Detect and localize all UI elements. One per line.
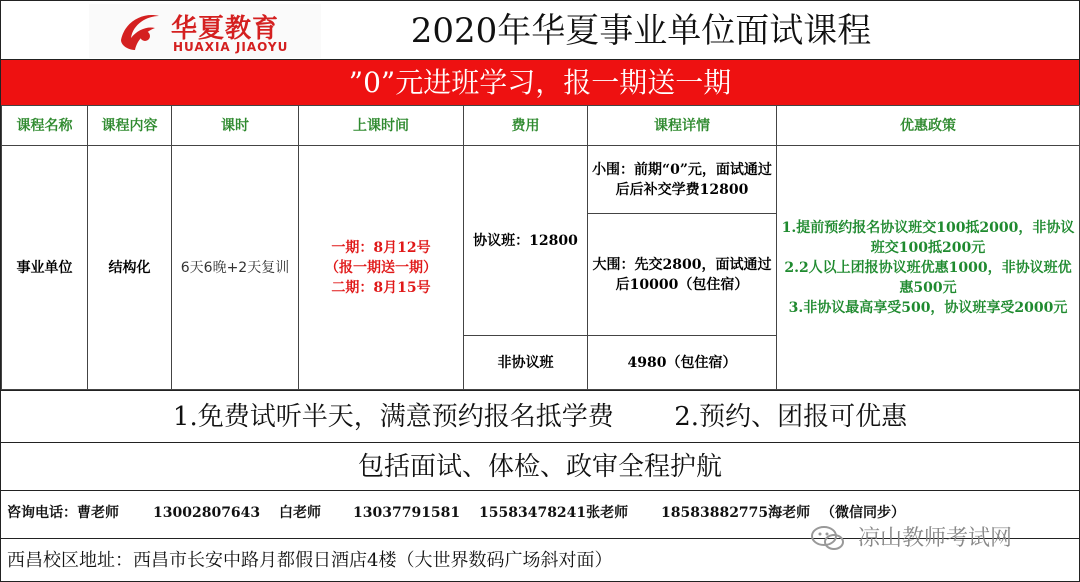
cell-fee-non-agreement: 非协议班	[464, 336, 588, 390]
cell-detail-non-agreement: 4980（包住宿）	[588, 336, 777, 390]
schedule-line-3: 二期：8月15号	[331, 279, 431, 296]
watermark	[811, 521, 1012, 557]
title-row	[1, 1, 1079, 60]
address-text: 西昌校区地址：西昌市长安中路月都假日酒店4楼（大世界数码广场斜对面）	[7, 550, 613, 571]
logo-chinese-name: 华夏教育	[171, 14, 280, 44]
cell-schedule	[299, 146, 464, 390]
contact-label: 咨询电话：曹老师	[7, 505, 119, 521]
schedule-line-1: 一期：8月12号	[331, 239, 431, 256]
header-hours: 课时	[172, 106, 299, 146]
policy-item: 3.非协议最高享受500，协议班享受2000元	[788, 299, 1068, 316]
promo-line-2: 包括面试、体检、政审全程护航	[1, 442, 1079, 491]
cell-policies	[777, 146, 1080, 390]
watermark-text: 凉山教师考试网	[858, 526, 1013, 551]
brand-logo	[89, 4, 321, 58]
cell-fee-agreement: 协议班：12800	[464, 146, 588, 336]
header-policy: 优惠政策	[777, 106, 1080, 146]
cell-detail-large: 大围：先交2800，面试通过后10000（包住宿）	[588, 214, 777, 336]
contact-name-2: 白老师	[279, 505, 321, 521]
logo-english-name: HUAXIA JIAOYU	[173, 40, 289, 54]
cell-course-name: 事业单位	[2, 146, 88, 390]
header-course-content: 课程内容	[88, 106, 172, 146]
cell-course-content: 结构化	[88, 146, 172, 390]
table-header-row	[2, 106, 1080, 146]
wechat-icon	[811, 525, 845, 553]
header-fee: 费用	[464, 106, 588, 146]
promo-discount: 2.预约、团报可优惠	[674, 402, 908, 432]
policy-item: 2.2人以上团报协议班优惠1000，非协议班优惠500元	[784, 259, 1072, 296]
promo-line-1	[1, 390, 1079, 443]
header-course-name: 课程名称	[2, 106, 88, 146]
header-schedule: 上课时间	[299, 106, 464, 146]
contact-phone-1: 13002807643	[153, 505, 261, 521]
cell-hours: 6天6晚+2天复训	[172, 146, 299, 390]
contact-phone-4: 18583882775海老师	[661, 505, 811, 521]
course-table	[1, 105, 1080, 390]
cell-detail-small: 小围：前期“0”元，面试通过后后补交学费12800	[588, 146, 777, 214]
page-title: 2020年华夏事业单位面试课程	[410, 11, 872, 51]
contact-phone-3: 15583478241张老师	[479, 505, 629, 521]
contact-note: （微信同步）	[821, 505, 905, 521]
table-row	[2, 146, 1080, 214]
contact-phone-2: 13037791581	[353, 505, 461, 521]
promo-banner: ”0”元进班学习，报一期送一期	[1, 60, 1079, 105]
header-details: 课程详情	[588, 106, 777, 146]
promo-free-trial: 1.免费试听半天，满意预约报名抵学费	[172, 402, 614, 432]
swoosh-logo-icon	[115, 10, 163, 52]
policy-item: 1.提前预约报名协议班交100抵2000，非协议班交100抵200元	[781, 219, 1075, 256]
schedule-line-2: （报一期送一期）	[325, 259, 437, 276]
